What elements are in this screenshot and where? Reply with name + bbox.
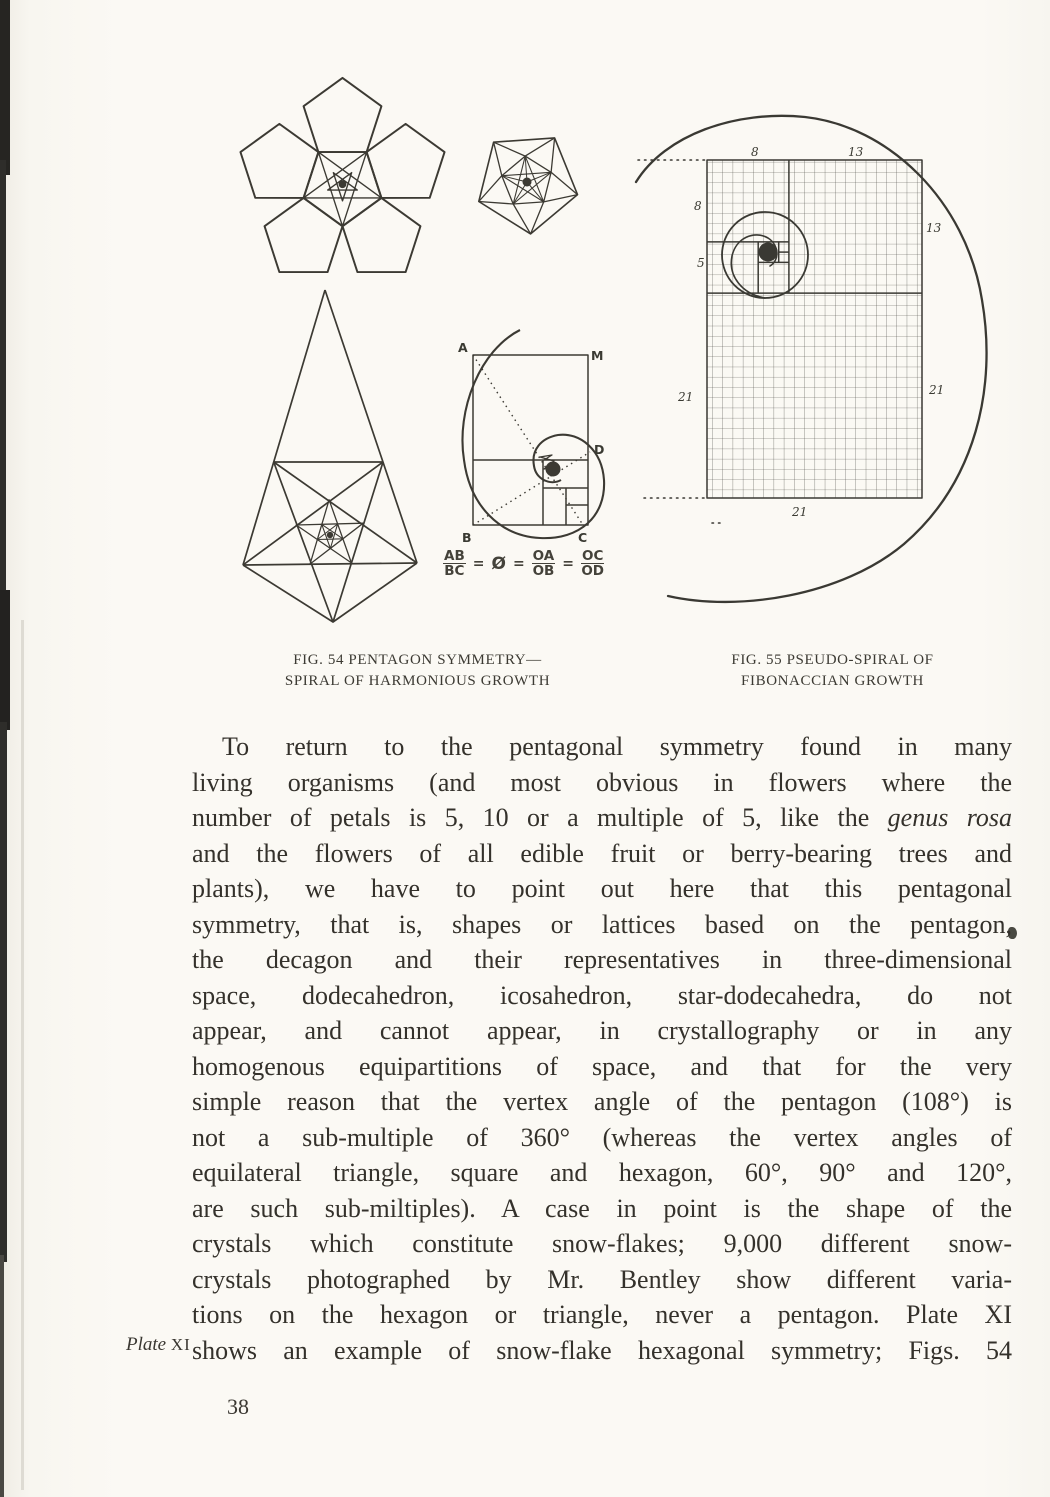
scan-edge-shadow	[0, 0, 10, 175]
body-line: living organisms (and most obvious in flowers where the	[192, 767, 1012, 797]
fib-label-top-8: 8	[751, 145, 759, 159]
label-A: A	[458, 340, 468, 355]
label-D: D	[594, 442, 605, 457]
body-line: tions on the hexagon or triangle, never a pentagon. Plate XI	[192, 1300, 1012, 1329]
label-C: C	[578, 530, 588, 545]
fig55-caption	[650, 650, 1015, 692]
label-B: B	[462, 530, 472, 545]
phi-symbol: Ø	[491, 553, 506, 574]
fib-label-right-21: 21	[929, 383, 945, 397]
fib-label-left-5: 5	[697, 256, 705, 270]
body-line: number of petals is 5, 10 or a multiple of 5, like the genus rosa	[192, 803, 1012, 832]
scan-edge-shadow	[0, 722, 7, 1262]
body-line: crystals photographed by Mr. Bentley show different varia-	[192, 1264, 1012, 1294]
fig54-pentagon-rosette	[235, 75, 450, 275]
body-line: not a sub-multiple of 360° (whereas the vertex angles of	[192, 1122, 1012, 1152]
fig54-triangle-pentagram	[235, 285, 425, 630]
fraction-oc-od: $\frac{OC}{OD}$	[581, 548, 604, 580]
page-number: 38	[227, 1394, 249, 1419]
body-line: symmetry, that is, shapes or lattices based on the pentagon,	[192, 909, 1012, 939]
body-line: crystals which constitute snow-flakes; 9,000 different snow-	[192, 1229, 1012, 1258]
body-line: To return to the pentagonal symmetry found in many	[222, 732, 1012, 761]
margin-note-plate-xi: Plate XI	[126, 1334, 191, 1355]
body-line: simple reason that the vertex angle of the pentagon (108°) is	[192, 1087, 1012, 1116]
fib-label-top-13: 13	[848, 145, 864, 159]
body-text	[192, 729, 1012, 1368]
body-line: shows an example of snow-flake hexagonal symmetry; Figs. 54	[192, 1335, 1012, 1365]
fraction-oa-ob: $\frac{OA}{OB}$	[532, 548, 555, 580]
italic-genus-rosa: genus rosa	[887, 803, 1012, 832]
fig54-dodecahedron-projection	[470, 125, 590, 240]
fraction-ab-bc: $\frac{AB}{BC}$	[444, 548, 465, 580]
fib-label-right-13: 13	[926, 221, 942, 235]
fig54-caption-line2: SPIRAL OF HARMONIOUS GROWTH	[284, 673, 551, 689]
fig54-caption	[220, 650, 615, 692]
fig55-caption-line2: FIBONACCIAN GROWTH	[741, 673, 924, 689]
graph-paper-grid	[707, 160, 922, 498]
body-line: equilateral triangle, square and hexagon, 60°, 90° and 120°,	[192, 1158, 1012, 1187]
body-line: homogenous equipartitions of space, and that for the very	[192, 1051, 1012, 1081]
body-line: the decagon and their representatives in three-dimensional	[192, 945, 1012, 974]
label-M: M	[591, 348, 604, 363]
golden-ratio-formula: $\frac{AB}{BC}$ = Ø = $\frac{OA}{OB}$ = $\frac{OC}{OD}$	[444, 548, 604, 580]
body-line: plants), we have to point out here that this pentagonal	[192, 874, 1012, 903]
fib-label-left-21: 21	[678, 390, 694, 404]
fig55-fibonacci-spiral	[620, 80, 1050, 605]
body-line: space, dodecahedron, icosahedron, star-dodecahedra, do not	[192, 980, 1012, 1010]
scan-crease-streak	[21, 620, 24, 1490]
body-line: are such sub-miltiples). A case in point is the shape of the	[192, 1193, 1012, 1223]
fib-label-left-8: 8	[694, 199, 702, 213]
fib-label-bottom-21: 21	[792, 505, 808, 519]
scan-edge-shadow	[0, 590, 10, 730]
body-line: appear, and cannot appear, in crystallography or in any	[192, 1016, 1012, 1045]
body-line: and the flowers of all edible fruit or berry-bearing trees and	[192, 838, 1012, 868]
scan-edge-shadow	[0, 1255, 4, 1497]
fig54-caption-line1: FIG. 54 PENTAGON SYMMETRY—	[293, 652, 542, 668]
scan-edge-shadow	[0, 160, 6, 605]
fig55-caption-line1: FIG. 55 PSEUDO-SPIRAL OF	[731, 652, 934, 668]
